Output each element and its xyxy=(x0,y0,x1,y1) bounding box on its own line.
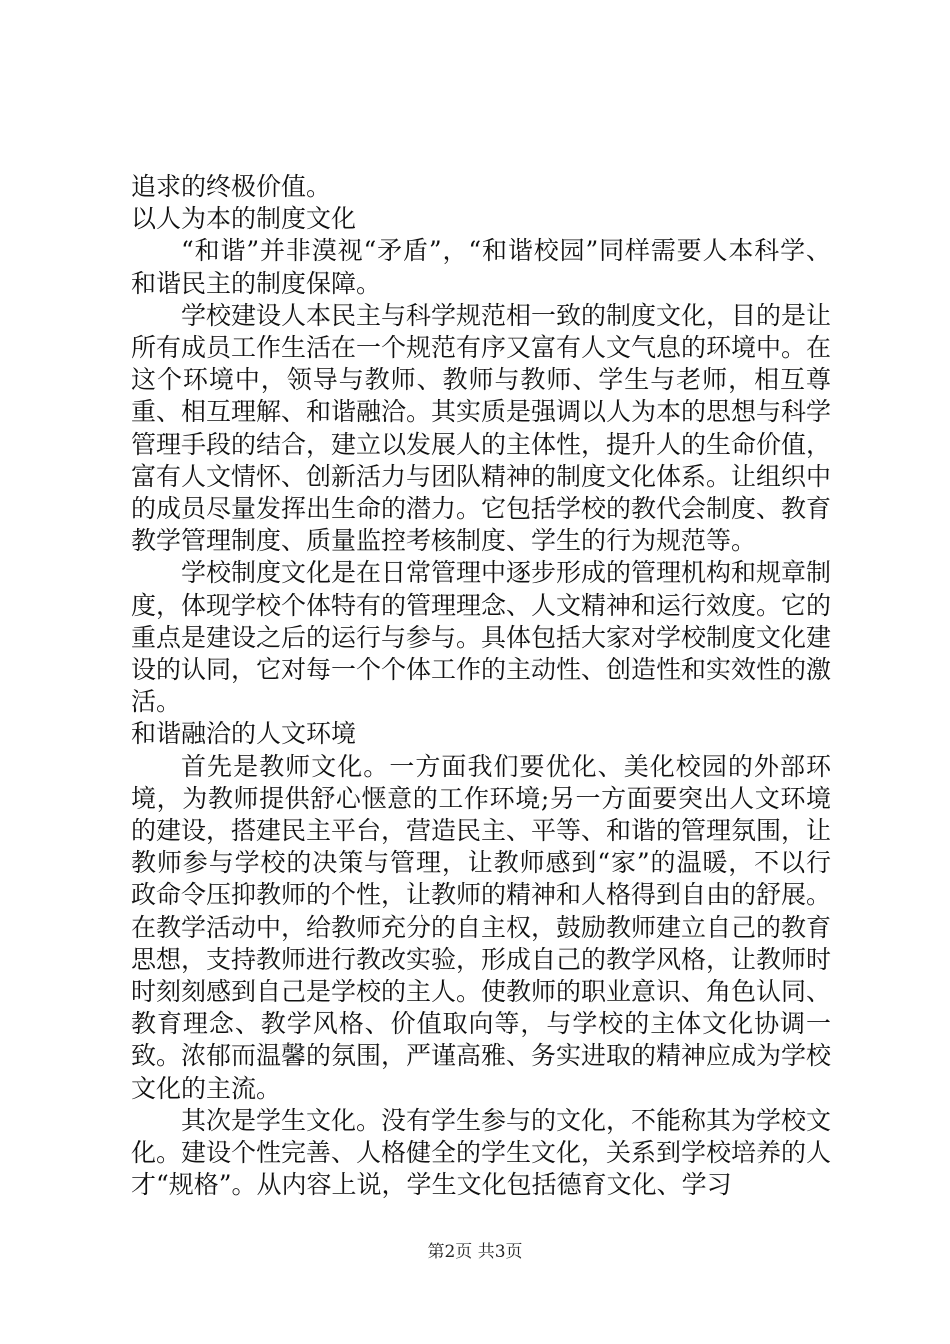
paragraph-institution-definition: 学校制度文化是在日常管理中逐步形成的管理机构和规章制度，体现学校个体特有的管理理念、人文精神和运行效度。它的重点是建设之后的运行与参与。具体包括大家对学校制度文化建设的认同，它对每一个个体工作的主动性、创造性和实效性的激活。 xyxy=(131,558,832,717)
page-footer xyxy=(0,1237,950,1262)
paragraph-student-culture: 其次是学生文化。没有学生参与的文化，不能称其为学校文化。建设个性完善、人格健全的学生文化，关系到学校培养的人才“规格”。从内容上说，学生文化包括德育文化、学习 xyxy=(131,1105,832,1200)
page-number-label: 第2页 共3页 xyxy=(427,1242,523,1262)
paragraph-teacher-culture: 首先是教师文化。一方面我们要优化、美化校园的外部环境，为教师提供舒心惬意的工作环境;另一方面要突出人文环境的建设，搭建民主平台，营造民主、平等、和谐的管理氛围，让教师参与学校的决策与管理，让教师感到“家”的温暖，不以行政命令压抑教师的个性，让教师的精神和人格得到自由的舒展。在教学活动中，给教师充分的自主权，鼓励教师建立自己的教育思想，支持教师进行教改实验，形成自己的教学风格，让教师时时刻刻感到自己是学校的主人。使教师的职业意识、角色认同、教育理念、教学风格、价值取向等，与学校的主体文化协调一致。浓郁而温馨的氛围，严谨高雅、务实进取的精神应成为学校文化的主流。 xyxy=(131,751,832,1103)
document-body xyxy=(131,171,831,1202)
section-heading-institution-culture: 以人为本的制度文化 xyxy=(131,204,357,234)
paragraph-continuation: 追求的终极价值。 xyxy=(131,172,332,201)
paragraph-institution-building: 学校建设人本民主与科学规范相一致的制度文化，目的是让所有成员工作生活在一个规范有序又富有人文气息的环境中。在这个环境中，领导与教师、教师与教师、学生与老师，相互尊重、相互理解、和谐融洽。其实质是强调以人为本的思想与科学管理手段的结合，建立以发展人的主体性，提升人的生命价值，富有人文情怀、创新活力与团队精神的制度文化体系。让组织中的成员尽量发挥出生命的潜力。它包括学校的教代会制度、教育教学管理制度、质量监控考核制度、学生的行为规范等。 xyxy=(131,300,832,556)
section-heading-humanistic-environment: 和谐融洽的人文环境 xyxy=(131,719,357,749)
paragraph-harmony-intro: “和谐”并非漠视“矛盾”，“和谐校园”同样需要人本科学、和谐民主的制度保障。 xyxy=(131,236,831,298)
